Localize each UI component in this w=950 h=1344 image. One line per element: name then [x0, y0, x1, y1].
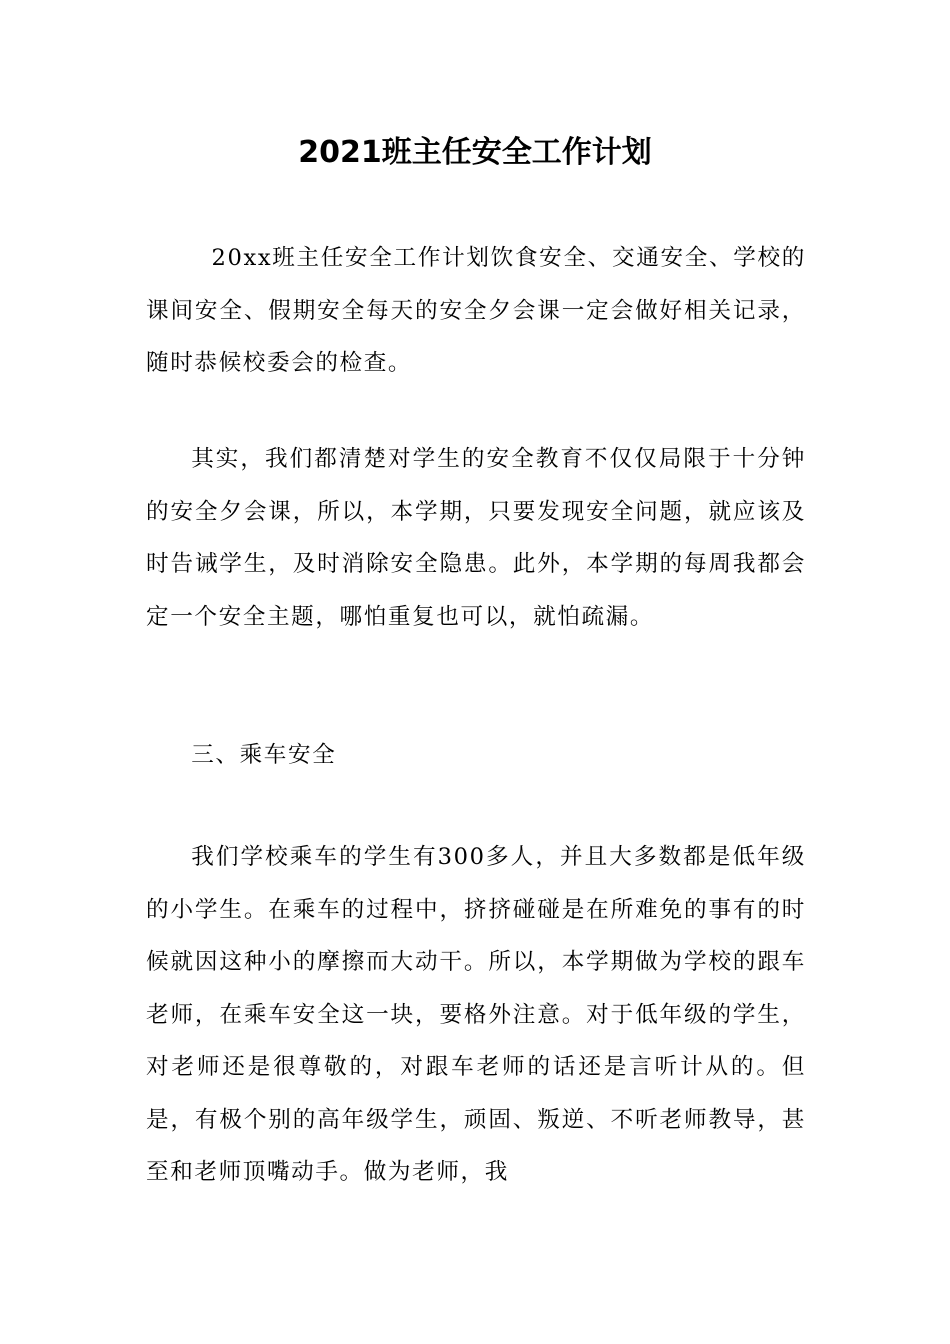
- paragraph-riding-safety: 我们学校乘车的学生有300多人，并且大多数都是低年级的小学生。在乘车的过程中，挤挤碰碰是在所难免的事有的时候就因这种小的摩擦而大动干。所以，本学期做为学校的跟车老师，在乘车安全这一块，要格外注意。对于低年级的学生，对老师还是很尊敬的，对跟车老师的话还是言听计从的。但是，有极个别的高年级学生，顽固、叛逆、不听老师教导，甚至和老师顶嘴动手。做为老师，我: [146, 844, 806, 1185]
- paragraph-safety-education: 其实，我们都清楚对学生的安全教育不仅仅局限于十分钟的安全夕会课，所以，本学期，只要发现安全问题，就应该及时告诫学生，及时消除安全隐患。此外，本学期的每周我都会定一个安全主题，哪怕重复也可以，就怕疏漏。: [146, 446, 806, 630]
- section-heading-riding-safety: 三、乘车安全: [191, 742, 337, 768]
- document-title: 2021班主任安全工作计划: [298, 135, 652, 170]
- paragraph-intro: 20xx班主任安全工作计划饮食安全、交通安全、学校的课间安全、假期安全每天的安全夕会课一定会做好相关记录，随时恭候校委会的检查。: [146, 245, 806, 376]
